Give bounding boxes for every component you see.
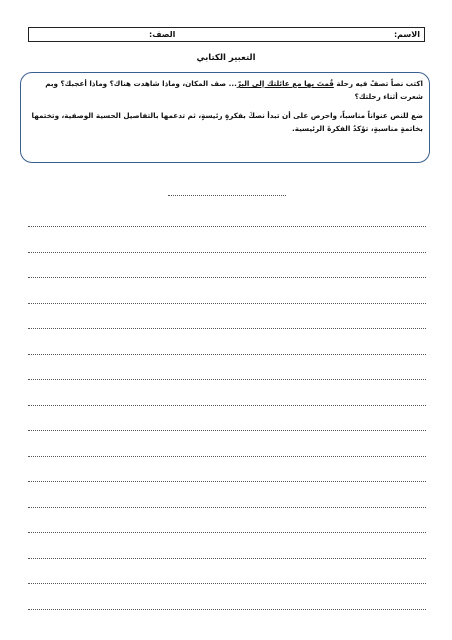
writing-line[interactable] [28, 379, 426, 380]
writing-line[interactable] [28, 532, 426, 533]
writing-line[interactable] [28, 328, 426, 329]
writing-line[interactable] [28, 405, 426, 406]
task-instructions-box [20, 72, 430, 163]
writing-line[interactable] [28, 226, 426, 227]
worksheet-title: التعبير الكتابي [196, 53, 256, 63]
task-underlined-phrase: قُمتَ بها مع عائلتك إلى البرّ [236, 79, 334, 88]
writing-line[interactable] [28, 481, 426, 482]
writing-line[interactable] [28, 583, 426, 584]
writing-line[interactable] [28, 507, 426, 508]
writing-line[interactable] [28, 252, 426, 253]
header-box [28, 27, 425, 42]
writing-line[interactable] [28, 354, 426, 355]
writing-line[interactable] [28, 609, 426, 610]
task-paragraph-1 [27, 77, 423, 103]
writing-line[interactable] [28, 456, 426, 457]
student-class-label: الصف: [149, 30, 176, 39]
writing-line[interactable] [28, 303, 426, 304]
task-text-end: ... صف المكان، وماذا شاهدت هناك؟ وماذا أعجبك؟ وبم شعرت أثناء رحلتك؟ [45, 79, 423, 101]
writing-line[interactable] [28, 558, 426, 559]
task-paragraph-2: ضع للنص عنواناً مناسباً، واحرص على أن تبدأ نصكَ بفكرةٍ رئيسةٍ، ثم تدعمها بالتفاصيل الحسية الوصفية، وتختمها بخاتمةٍ مناسبةٍ، تؤكدُ الفكرةَ الرئيسية. [31, 111, 423, 133]
writing-line[interactable] [28, 430, 426, 431]
task-text-start: اكتب نصاً تصفُ فيه رحلة [333, 79, 423, 88]
student-name-label: الاسم: [393, 30, 420, 39]
writing-line[interactable] [28, 277, 426, 278]
title-writing-line[interactable] [168, 195, 286, 196]
